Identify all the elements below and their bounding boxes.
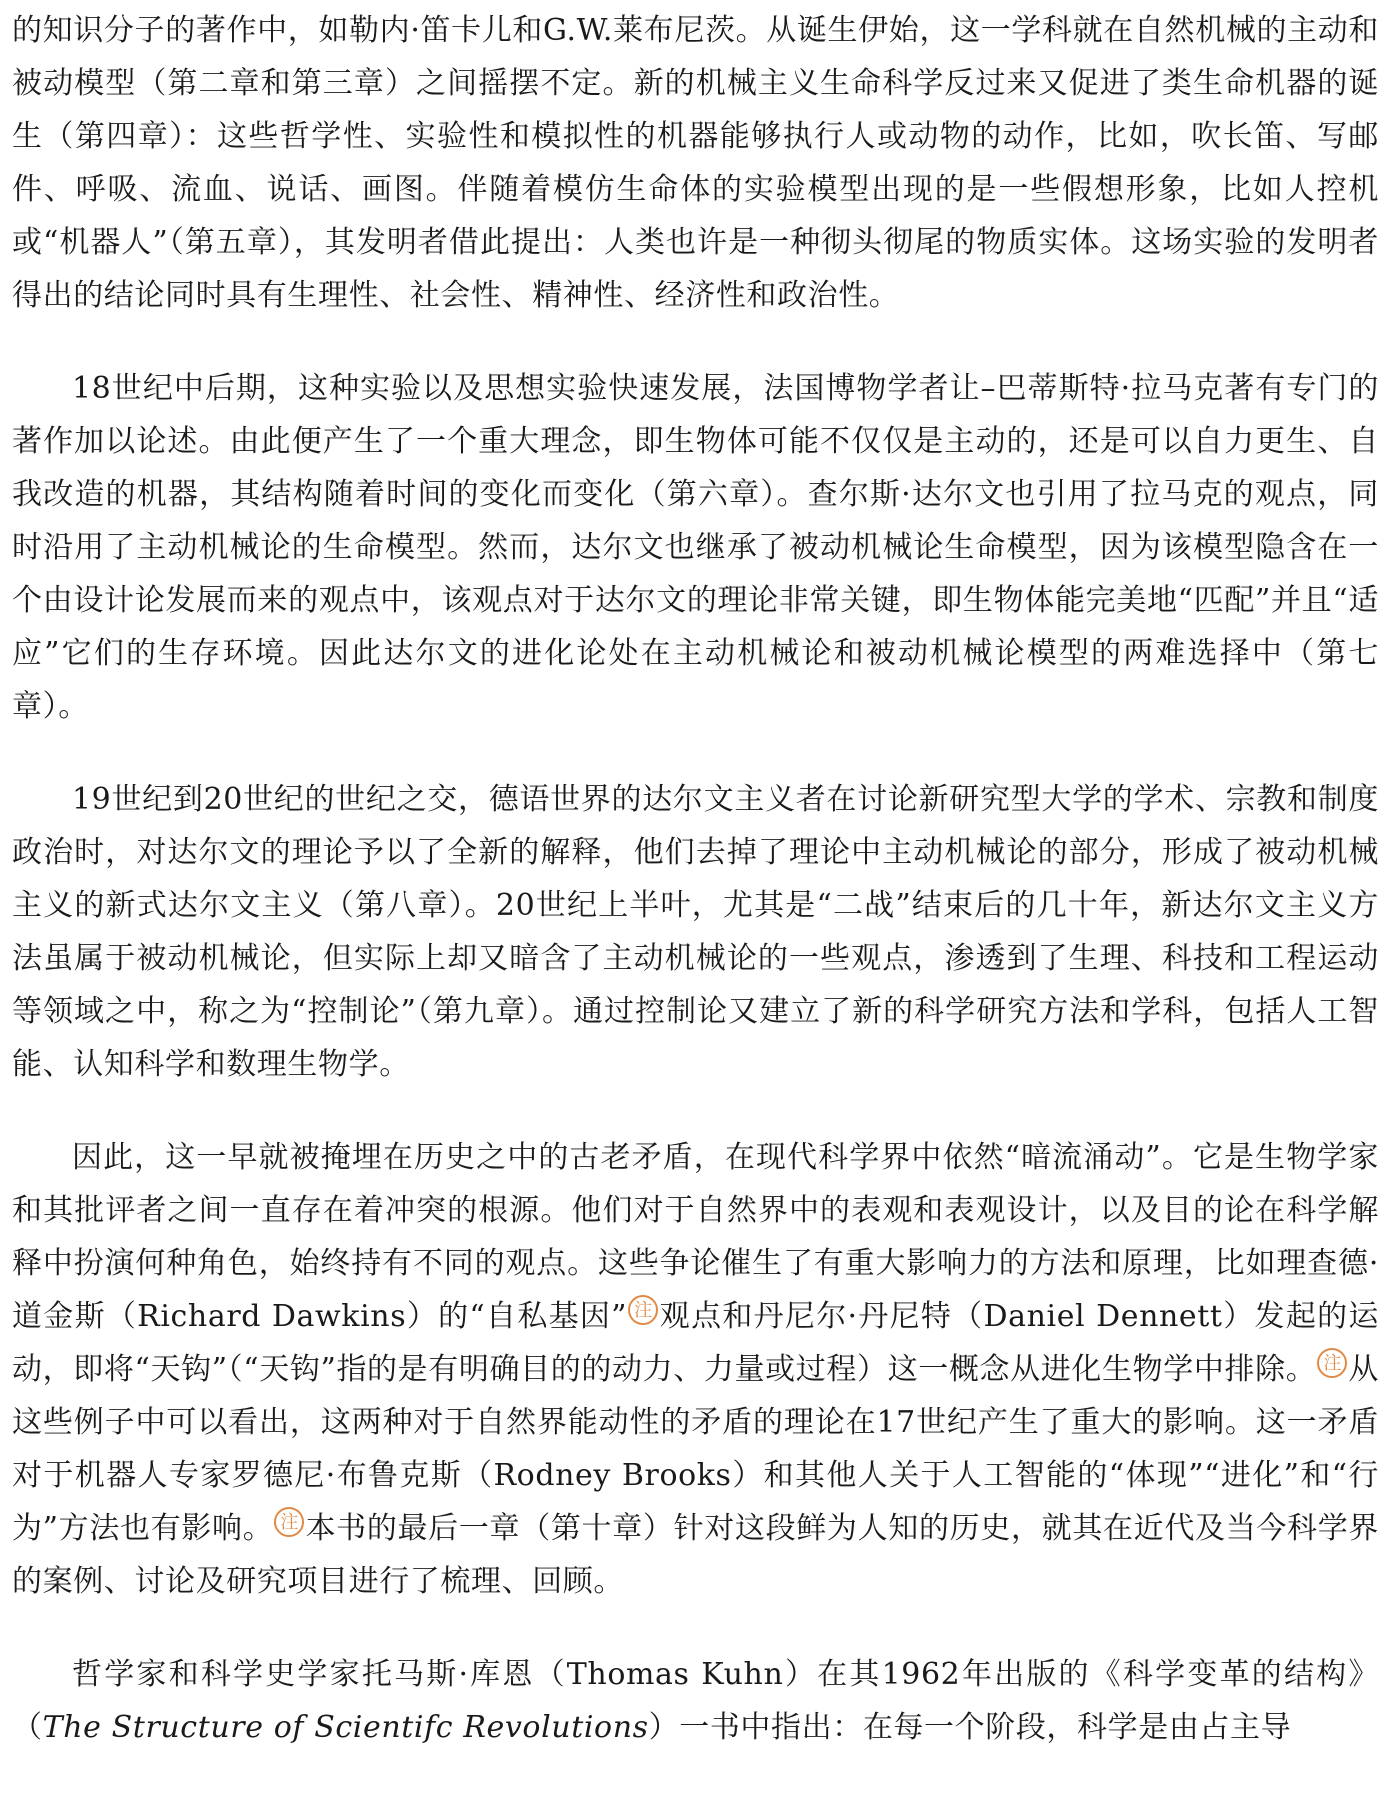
paragraph-4-text-1: 因此，这一早就被掩埋在历史之中的古老矛盾，在现代科学界中依然“暗流涌动”。它是生物学家和其批评者之间一直存在着冲突的根源。他们对于自然界中的表观和表观设计，以及目的论在科学解释中扮演何种角色，始终持有不同的观点。这些争论催生了有重大影响力的方法和原理，比如理查德·道金斯（Richard Dawkins）的“自私基因” <box>12 1140 1379 1334</box>
paragraph-5 <box>12 1648 1379 1754</box>
paragraph-5-text-1: 哲学家和科学史学家托马斯·库恩（Thomas Kuhn）在其1962年出版的《科学变革的结构》（ <box>12 1657 1379 1745</box>
book-title: The Structure of Scientifc Revolutions <box>42 1710 649 1745</box>
note-icon[interactable]: 注 <box>274 1507 304 1537</box>
paragraph-4-text-4: 本书的最后一章（第十章）针对这段鲜为人知的历史，就其在近代及当今科学界的案例、讨论及研究项目进行了梳理、回顾。 <box>12 1511 1379 1599</box>
paragraph-4 <box>12 1131 1379 1608</box>
note-icon[interactable]: 注 <box>628 1295 658 1325</box>
paragraph-1: 的知识分子的著作中，如勒内·笛卡儿和G.W.莱布尼茨。从诞生伊始，这一学科就在自然机械的主动和被动模型（第二章和第三章）之间摇摆不定。新的机械主义生命科学反过来又促进了类生命机器的诞生（第四章）：这些哲学性、实验性和模拟性的机器能够执行人或动物的动作，比如，吹长笛、写邮件、呼吸、流血、说话、画图。伴随着模仿生命体的实验模型出现的是一些假想形象，比如人控机或“机器人”（第五章），其发明者借此提出：人类也许是一种彻头彻尾的物质实体。这场实验的发明者得出的结论同时具有生理性、社会性、精神性、经济性和政治性。 <box>12 13 1379 313</box>
paragraph-3: 19世纪到20世纪的世纪之交，德语世界的达尔文主义者在讨论新研究型大学的学术、宗教和制度政治时，对达尔文的理论予以了全新的解释，他们去掉了理论中主动机械论的部分，形成了被动机械主义的新式达尔文主义（第八章）。20世纪上半叶，尤其是“二战”结束后的几十年，新达尔文主义方法虽属于被动机械论，但实际上却又暗含了主动机械论的一些观点，渗透到了生理、科技和工程运动等领域之中，称之为“控制论”（第九章）。通过控制论又建立了新的科学研究方法和学科，包括人工智能、认知科学和数理生物学。 <box>12 782 1379 1082</box>
paragraph-5-text-2: ）一书中指出：在每一个阶段，科学是由占主导 <box>648 1710 1292 1745</box>
paragraph-2: 18世纪中后期，这种实验以及思想实验快速发展，法国博物学者让–巴蒂斯特·拉马克著有专门的著作加以论述。由此便产生了一个重大理念，即生物体可能不仅仅是主动的，还是可以自力更生、自我改造的机器，其结构随着时间的变化而变化（第六章）。查尔斯·达尔文也引用了拉马克的观点，同时沿用了主动机械论的生命模型。然而，达尔文也继承了被动机械论生命模型，因为该模型隐含在一个由设计论发展而来的观点中，该观点对于达尔文的理论非常关键，即生物体能完美地“匹配”并且“适应”它们的生存环境。因此达尔文的进化论处在主动机械论和被动机械论模型的两难选择中（第七章）。 <box>12 371 1379 724</box>
paragraph-4-text-3: 从这些例子中可以看出，这两种对于自然界能动性的矛盾的理论在17世纪产生了重大的影响。这一矛盾对于机器人专家罗德尼·布鲁克斯（Rodney Brooks）和其他人关于人工智能的“体现”“进化”和“行为”方法也有影响。 <box>12 1352 1379 1546</box>
paragraph-4-text-2: 观点和丹尼尔·丹尼特（Daniel Dennett）发起的运动，即将“天钩”（“天钩”指的是有明确目的的动力、力量或过程）这一概念从进化生物学中排除。 <box>12 1299 1379 1387</box>
note-icon[interactable]: 注 <box>1317 1348 1347 1378</box>
